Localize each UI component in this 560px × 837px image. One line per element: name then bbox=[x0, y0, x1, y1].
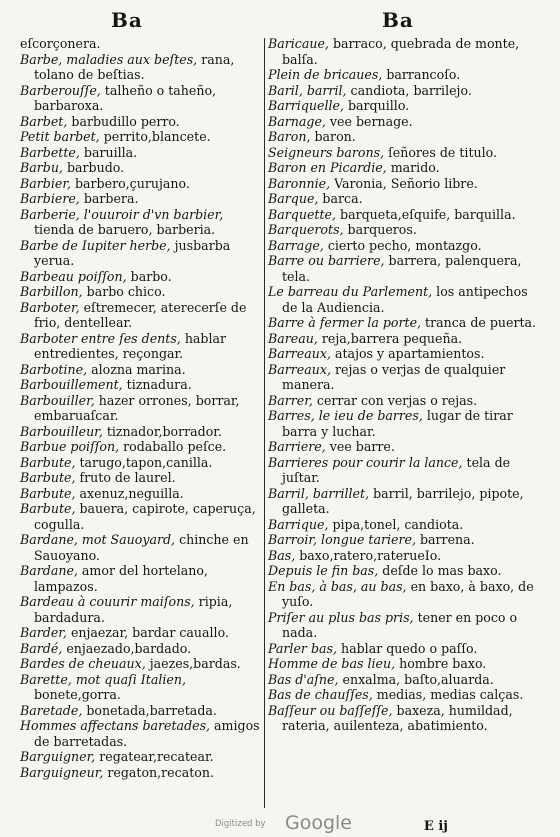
entry-headword: Baricaue, bbox=[268, 36, 329, 51]
entry-headword: Barriquelle, bbox=[268, 98, 344, 113]
entry-headword: Baril, barril, bbox=[268, 82, 347, 98]
dictionary-entry bbox=[268, 517, 546, 533]
dictionary-entry bbox=[20, 269, 265, 285]
dictionary-entry bbox=[268, 346, 546, 362]
entry-definition: baxo,ratero,raterueIo. bbox=[295, 547, 442, 563]
entry-headword: En bas, à bas, au bas, bbox=[268, 578, 407, 594]
right-column bbox=[268, 36, 546, 734]
dictionary-entry bbox=[268, 83, 546, 99]
dictionary-entry bbox=[20, 160, 265, 176]
column-divider bbox=[264, 38, 265, 808]
entry-definition: barbo. bbox=[126, 268, 172, 284]
dictionary-entry bbox=[268, 98, 546, 114]
entry-definition: los antipechos de la Audiencia. bbox=[282, 284, 528, 315]
entry-headword: Barrage, bbox=[268, 237, 324, 253]
entry-headword: Barboter, bbox=[20, 299, 80, 315]
dictionary-entry bbox=[20, 594, 265, 625]
entry-headword: Depuis le fin bas, bbox=[268, 563, 379, 578]
dictionary-entry bbox=[20, 625, 265, 641]
entry-definition: bauera, capirote, caperuça, cogulla. bbox=[34, 501, 256, 532]
dictionary-entry bbox=[268, 331, 546, 347]
dictionary-entry bbox=[20, 656, 265, 672]
entry-definition: pipa,tonel, candiota. bbox=[328, 516, 464, 532]
entry-headword: Barrieres pour courir la lance, bbox=[268, 454, 463, 470]
entry-headword: Barbouillement, bbox=[20, 377, 123, 392]
entry-definition: barqueta,eſquife, barquilla. bbox=[336, 206, 516, 222]
entry-headword: Barbette, bbox=[20, 144, 80, 160]
dictionary-entry bbox=[268, 207, 546, 223]
entry-definition: Varonia, Señorio libre. bbox=[330, 175, 478, 191]
entry-headword: Le barreau du Parlement, bbox=[268, 284, 433, 299]
dictionary-entry bbox=[20, 191, 265, 207]
entry-definition: baruilla. bbox=[79, 144, 138, 160]
entry-definition: barqueros. bbox=[343, 222, 417, 237]
entry-headword: Barrique, bbox=[268, 516, 329, 532]
dictionary-entry bbox=[20, 532, 265, 563]
dictionary-entry bbox=[20, 439, 265, 455]
entry-headword: Barbier, bbox=[20, 175, 71, 191]
entry-headword: Parler bas, bbox=[268, 640, 337, 656]
entry-headword: Bardes de cheuaux, bbox=[20, 656, 146, 671]
dictionary-entry bbox=[20, 563, 265, 594]
entry-headword: Bardeau à couurir maiſons, bbox=[20, 594, 195, 609]
dictionary-entry bbox=[20, 362, 265, 378]
entry-headword: Bas de chauſſes, bbox=[268, 687, 373, 702]
dictionary-entry bbox=[20, 641, 265, 657]
entry-headword: Bardé, bbox=[20, 640, 63, 656]
entry-headword: Baſſeur ou baſſeſſe, bbox=[268, 702, 393, 718]
dictionary-entry bbox=[20, 176, 265, 192]
entry-headword: Barbe de Iupiter herbe, bbox=[20, 237, 171, 253]
dictionary-entry bbox=[20, 129, 265, 145]
dictionary-entry bbox=[20, 83, 265, 114]
entry-definition: vee bernage. bbox=[325, 113, 413, 129]
dictionary-entry bbox=[20, 377, 265, 393]
dictionary-entry bbox=[20, 765, 265, 781]
dictionary-entry bbox=[268, 176, 546, 192]
entry-headword: Bareau, bbox=[268, 330, 318, 346]
entry-definition: barrena. bbox=[415, 532, 475, 547]
entry-headword: Barguigner, bbox=[20, 749, 96, 764]
entry-headword: Barreaux, bbox=[268, 346, 331, 361]
dictionary-entry bbox=[268, 687, 546, 703]
entry-headword: Barbiere, bbox=[20, 191, 80, 206]
entry-definition: deſde lo mas baxo. bbox=[378, 563, 502, 578]
entry-headword: Bardane, bbox=[20, 563, 78, 578]
entry-headword: Barboter entre ſes dents, bbox=[20, 330, 181, 346]
dictionary-entry bbox=[268, 191, 546, 207]
entry-headword: Barroir, longue tariere, bbox=[268, 532, 416, 547]
dictionary-entry bbox=[268, 284, 546, 315]
entry-headword: Barbet, bbox=[20, 113, 68, 129]
entry-headword: Barbillon, bbox=[20, 284, 83, 299]
entry-definition: barbudo. bbox=[62, 160, 125, 175]
entry-headword: Barbu, bbox=[20, 160, 63, 175]
entry-headword: Barre ou barriere, bbox=[268, 253, 385, 268]
entry-headword: Priſer au plus bas pris, bbox=[268, 609, 414, 625]
entry-headword: Barette, mot quaſi Italien, bbox=[20, 671, 186, 687]
entry-definition: barraco, quebrada de monte, balſa. bbox=[282, 36, 520, 67]
dictionary-entry bbox=[268, 408, 546, 439]
entry-definition: rejas o verjas de qualquier manera. bbox=[282, 361, 506, 392]
entry-definition: atajos y apartamientos. bbox=[330, 346, 485, 361]
dictionary-entry bbox=[20, 331, 265, 362]
dictionary-entry bbox=[20, 501, 265, 532]
entry-definition: en baxo, à baxo, de yuſo. bbox=[282, 578, 534, 609]
entry-headword: Barberouſſe, bbox=[20, 82, 101, 98]
dictionary-entry bbox=[20, 470, 265, 486]
entry-definition: hablar quedo o paſſo. bbox=[336, 640, 478, 656]
entry-definition: tienda de baruero, barberia. bbox=[34, 222, 216, 237]
dictionary-entry bbox=[268, 532, 546, 548]
left-column bbox=[20, 36, 265, 780]
entry-definition: tiznadura. bbox=[122, 377, 192, 392]
entry-definition: reja,barrera pequeña. bbox=[317, 330, 463, 346]
running-header bbox=[0, 6, 560, 36]
dictionary-entry bbox=[20, 145, 265, 161]
dictionary-entry bbox=[20, 300, 265, 331]
entry-headword: Homme de bas lieu, bbox=[268, 656, 396, 671]
dictionary-entry bbox=[268, 160, 546, 176]
entry-headword: Barres, le ieu de barres, bbox=[268, 408, 423, 423]
header-left: Ba bbox=[111, 8, 143, 32]
entry-definition: cerrar con verjas o rejas. bbox=[312, 392, 478, 408]
entry-definition: barril, barrilejo, pipote, galleta. bbox=[282, 485, 524, 516]
entry-definition: bonetada,barretada. bbox=[82, 702, 217, 718]
dictionary-entry bbox=[20, 393, 265, 424]
entry-definition: alozna marina. bbox=[87, 361, 186, 377]
entry-headword: Barreaux, bbox=[268, 361, 331, 377]
entry-headword: Petit barbet, bbox=[20, 129, 100, 144]
entry-definition: bonete,gorra. bbox=[34, 687, 121, 702]
entry-definition: eſcorçonera. bbox=[20, 36, 101, 51]
entry-definition: baron. bbox=[310, 129, 356, 144]
entry-definition: eſtremecer, aterecerſe de frio, dentellear. bbox=[34, 299, 247, 330]
entry-headword: Barbouiller, bbox=[20, 392, 95, 408]
entry-headword: Barbeau poiſſon, bbox=[20, 268, 127, 284]
dictionary-entry bbox=[268, 439, 546, 455]
entry-definition: vee barre. bbox=[325, 439, 395, 454]
dictionary-entry bbox=[268, 238, 546, 254]
entry-headword: Barbouilleur, bbox=[20, 423, 103, 439]
dictionary-entry bbox=[268, 67, 546, 83]
dictionary-entry bbox=[20, 238, 265, 269]
dictionary-entry bbox=[268, 114, 546, 130]
watermark-brand: Google bbox=[285, 812, 353, 834]
entry-definition: barbudillo perro. bbox=[67, 113, 180, 129]
entry-definition: rana, tolano de beſtias. bbox=[34, 51, 235, 82]
entry-definition: talheño o taheño, barbaroxa. bbox=[34, 82, 217, 113]
dictionary-entry bbox=[268, 563, 546, 579]
entry-definition: ſeñores de titulo. bbox=[384, 144, 498, 160]
dictionary-entry bbox=[20, 424, 265, 440]
entry-definition: enxalma, baſto,aluarda. bbox=[338, 671, 494, 687]
entry-headword: Hommes affectans baretades, bbox=[20, 718, 211, 733]
dictionary-entry bbox=[268, 362, 546, 393]
entry-headword: Barrer, bbox=[268, 392, 313, 408]
entry-definition: barquillo. bbox=[343, 98, 410, 113]
dictionary-entry bbox=[20, 114, 265, 130]
entry-definition: barbo chico. bbox=[82, 284, 166, 299]
dictionary-entry bbox=[268, 253, 546, 284]
entry-definition: axenuz,neguilla. bbox=[75, 485, 184, 501]
dictionary-entry bbox=[268, 703, 546, 734]
entry-headword: Barriere, bbox=[268, 439, 326, 454]
entry-definition: amor del hortelano, lampazos. bbox=[34, 563, 208, 594]
entry-headword: Baron, bbox=[268, 129, 311, 144]
entry-headword: Barberie, l'ouuroir d'vn barbier, bbox=[20, 206, 224, 222]
entry-definition: tela de juſtar. bbox=[282, 454, 511, 485]
dictionary-entry bbox=[20, 207, 265, 238]
dictionary-entry bbox=[268, 455, 546, 486]
entry-headword: Baretade, bbox=[20, 702, 83, 718]
dictionary-entry bbox=[268, 129, 546, 145]
dictionary-entry bbox=[20, 52, 265, 83]
entry-definition: perrito,blancete. bbox=[99, 129, 211, 144]
dictionary-entry bbox=[20, 486, 265, 502]
dictionary-entry bbox=[268, 222, 546, 238]
entry-definition: hombre baxo. bbox=[395, 656, 487, 671]
entry-headword: Barbue poiſſon, bbox=[20, 439, 120, 454]
entry-definition: lugar de tirar barra y luchar. bbox=[282, 408, 513, 439]
entry-headword: Barquerots, bbox=[268, 222, 344, 237]
entry-definition: candiota, barrilejo. bbox=[346, 82, 472, 98]
dictionary-entry bbox=[268, 641, 546, 657]
google-watermark bbox=[215, 812, 435, 834]
dictionary-entry bbox=[268, 656, 546, 672]
entry-headword: Barbute, bbox=[20, 454, 76, 470]
entry-headword: Barbute, bbox=[20, 485, 76, 501]
dictionary-entry bbox=[268, 36, 546, 67]
dictionary-entry bbox=[268, 672, 546, 688]
entry-definition: tarugo,tapon,canilla. bbox=[75, 454, 213, 470]
entry-definition: enjaezar, bardar cauallo. bbox=[66, 625, 229, 640]
entry-definition: hazer orrones, borrar, embaruaſcar. bbox=[34, 392, 240, 423]
entry-definition: tranca de puerta. bbox=[421, 315, 537, 330]
entry-definition: barrancoſo. bbox=[382, 67, 461, 82]
dictionary-entry bbox=[268, 145, 546, 161]
dictionary-entry bbox=[268, 548, 546, 564]
entry-headword: Seigneurs barons, bbox=[268, 144, 385, 160]
entry-headword: Barguigneur, bbox=[20, 764, 104, 780]
entry-definition: medias, medias calças. bbox=[372, 687, 524, 702]
entry-definition: amigos de barretadas. bbox=[34, 718, 260, 749]
entry-headword: Barbe, maladies aux beſtes, bbox=[20, 51, 198, 67]
watermark-by: Digitized by bbox=[215, 819, 266, 829]
entry-definition: hablar entredientes, reçongar. bbox=[34, 330, 227, 361]
entry-definition: jusbarba yerua. bbox=[34, 237, 231, 268]
entry-headword: Barbute, bbox=[20, 501, 76, 516]
entry-definition: regatear,recatear. bbox=[95, 749, 214, 764]
entry-definition: barca. bbox=[318, 191, 363, 206]
entry-definition: marido. bbox=[386, 160, 440, 175]
dictionary-entry bbox=[20, 36, 265, 52]
dictionary-entry bbox=[268, 393, 546, 409]
signature-mark: E ij bbox=[423, 819, 448, 834]
header-right: Ba bbox=[382, 8, 414, 32]
entry-headword: Barquette, bbox=[268, 206, 336, 222]
entry-definition: barbero,çurujano. bbox=[70, 175, 190, 191]
entry-headword: Barnage, bbox=[268, 113, 326, 129]
entry-definition: enjaezado,bardado. bbox=[62, 640, 192, 656]
entry-headword: Bardane, mot Sauoyard, bbox=[20, 532, 176, 547]
dictionary-entry bbox=[20, 718, 265, 749]
entry-definition: cierto pecho, montazgo. bbox=[323, 237, 482, 253]
entry-headword: Plein de bricaues, bbox=[268, 67, 383, 82]
entry-headword: Baronnie, bbox=[268, 175, 331, 191]
dictionary-entry bbox=[268, 486, 546, 517]
dictionary-entry bbox=[20, 749, 265, 765]
dictionary-entry bbox=[20, 703, 265, 719]
entry-definition: rodaballo peſce. bbox=[119, 439, 227, 454]
entry-definition: barrera, palenquera, tela. bbox=[282, 253, 522, 284]
dictionary-entry bbox=[20, 284, 265, 300]
entry-headword: Bas d'aſne, bbox=[268, 671, 339, 687]
entry-definition: regaton,recaton. bbox=[103, 764, 214, 780]
entry-headword: Barbotine, bbox=[20, 361, 88, 377]
dictionary-entry bbox=[20, 455, 265, 471]
entry-headword: Barre à fermer la porte, bbox=[268, 315, 422, 330]
dictionary-entry bbox=[268, 579, 546, 610]
dictionary-entry bbox=[268, 610, 546, 641]
entry-definition: barbera. bbox=[79, 191, 139, 206]
entry-definition: jaezes,bardas. bbox=[145, 656, 241, 671]
dictionary-entry bbox=[268, 315, 546, 331]
entry-definition: fruto de laurel. bbox=[75, 470, 176, 485]
entry-headword: Barder, bbox=[20, 625, 67, 640]
entry-headword: Barbute, bbox=[20, 470, 76, 485]
entry-definition: tener en poco o nada. bbox=[282, 609, 518, 640]
entry-headword: Barril, barrillet, bbox=[268, 485, 370, 501]
entry-definition: ripia, bardadura. bbox=[34, 594, 233, 625]
entry-definition: chinche en Sauoyano. bbox=[34, 532, 249, 563]
entry-headword: Baron en Picardie, bbox=[268, 160, 387, 175]
entry-headword: Barque, bbox=[268, 191, 319, 206]
entry-headword: Bas, bbox=[268, 547, 296, 563]
dictionary-entry bbox=[20, 672, 265, 703]
entry-definition: tiznador,borrador. bbox=[102, 423, 222, 439]
entry-definition: baxeza, humildad, rateria, auilenteza, abatimiento. bbox=[282, 702, 513, 733]
